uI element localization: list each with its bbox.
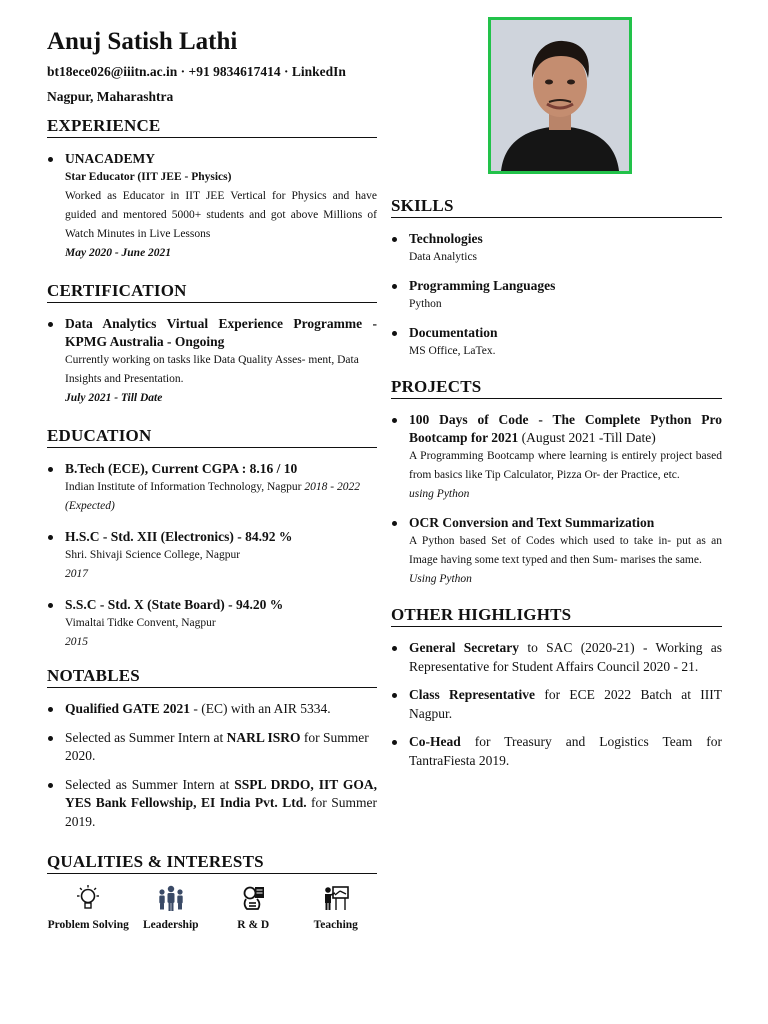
quality-item: Problem Solving bbox=[47, 884, 130, 935]
highlight-bold: General Secretary bbox=[409, 640, 520, 655]
school: Vimaltai Tidke Convent, Nagpur bbox=[65, 617, 216, 629]
notable-item bbox=[47, 776, 377, 832]
education-item bbox=[47, 460, 377, 516]
education-heading: EDUCATION bbox=[47, 426, 377, 448]
contact-line: bt18ece026@iiitn.ac.in · +91 9834617414 · LinkedIn bbox=[47, 64, 346, 79]
quality-item: Leadership bbox=[130, 884, 213, 935]
education-year: 2017 bbox=[65, 568, 88, 580]
project-description: A Programming Bootcamp where learning is entirely project based from basics like Tip Calculator, Pizza Or- der Practice, etc. bbox=[409, 450, 722, 481]
experience-heading: EXPERIENCE bbox=[47, 116, 377, 138]
project-title: OCR Conversion and Text Summarization bbox=[409, 515, 655, 530]
degree: H.S.C - Std. XII (Electronics) - 84.92 % bbox=[65, 529, 293, 544]
right-column bbox=[391, 196, 722, 770]
notable-prefix: Selected as Summer Intern at bbox=[65, 729, 227, 745]
qualities-section bbox=[47, 852, 377, 935]
notable-bold: SSPL DRDO, IIT GOA, YES Bank Fellowship, EI India Pvt. Ltd. bbox=[65, 776, 377, 810]
skills-heading: SKILLS bbox=[391, 196, 722, 218]
research-icon bbox=[238, 884, 268, 912]
certification-item bbox=[47, 315, 377, 408]
certification-description: Currently working on tasks like Data Quality Asses- ment, Data Insights and Presentation. bbox=[65, 354, 359, 385]
project-title: 100 Days of Code - The Complete Python Pro Bootcamp for 2021 bbox=[409, 412, 722, 445]
certification-heading: CERTIFICATION bbox=[47, 281, 377, 303]
education-item bbox=[47, 528, 377, 584]
notable-text: for Summer 2019. bbox=[65, 795, 377, 829]
certification-dates: July 2021 - Till Date bbox=[65, 392, 163, 404]
project-description: A Python based Set of Codes which used to take in- put as an Image having some text typed and then Sum- marises the same. bbox=[409, 535, 722, 566]
project-item bbox=[391, 514, 722, 589]
education-item bbox=[47, 596, 377, 652]
quality-item: R & D bbox=[212, 884, 295, 935]
degree: B.Tech (ECE), Current CGPA : 8.16 / 10 bbox=[65, 461, 298, 476]
notable-text: - (EC) with an AIR 5334. bbox=[190, 701, 331, 716]
notable-text: for Summer 2020. bbox=[65, 729, 369, 763]
skill-value: MS Office, LaTex. bbox=[409, 345, 496, 357]
notables-section bbox=[47, 666, 377, 831]
skill-item bbox=[391, 324, 722, 361]
skill-name: Programming Languages bbox=[409, 278, 556, 293]
education-year: 2015 bbox=[65, 636, 88, 648]
degree: S.S.C - Std. X (State Board) - 94.20 % bbox=[65, 597, 284, 612]
highlight-bold: Co-Head bbox=[409, 734, 461, 749]
projects-heading: PROJECTS bbox=[391, 377, 722, 399]
candidate-name: Anuj Satish Lathi bbox=[47, 28, 238, 55]
quality-item: Teaching bbox=[295, 884, 378, 935]
notable-bold: NARL ISRO bbox=[226, 729, 301, 745]
highlights-heading: OTHER HIGHLIGHTS bbox=[391, 605, 722, 627]
left-column bbox=[47, 116, 377, 831]
skills-section bbox=[391, 196, 722, 361]
job-role: Star Educator (IIT JEE - Physics) bbox=[65, 171, 232, 183]
skill-value: Python bbox=[409, 298, 442, 310]
projects-section bbox=[391, 377, 722, 589]
highlight-item bbox=[391, 639, 722, 676]
company-name: UNACADEMY bbox=[65, 151, 155, 166]
notable-prefix: Selected as Summer Intern at bbox=[65, 776, 235, 792]
project-tech: using Python bbox=[409, 488, 470, 500]
highlight-item bbox=[391, 686, 722, 723]
skill-item bbox=[391, 230, 722, 267]
highlight-item bbox=[391, 733, 722, 770]
skill-name: Technologies bbox=[409, 231, 483, 246]
job-description: Worked as Educator in IIT JEE Vertical for Physics and have guided and mentored 5000+ students and got above Millions of Watch Minutes in Live Lessons bbox=[65, 190, 377, 240]
school: Indian Institute of Information Technology, Nagpur bbox=[65, 481, 302, 493]
skill-value: Data Analytics bbox=[409, 251, 478, 263]
project-tech: Using Python bbox=[409, 573, 472, 585]
certification-name: Data Analytics Virtual Experience Programme - KPMG Australia - Ongoing bbox=[65, 316, 377, 349]
teacher-icon bbox=[321, 884, 351, 912]
certification-section bbox=[47, 281, 377, 408]
highlight-text: for ECE 2022 Batch at IIIT Nagpur. bbox=[409, 687, 723, 721]
lightbulb-icon bbox=[73, 884, 103, 912]
notable-item bbox=[47, 729, 377, 766]
skill-name: Documentation bbox=[409, 325, 498, 340]
skill-item bbox=[391, 277, 722, 314]
project-item bbox=[391, 411, 722, 504]
education-section bbox=[47, 426, 377, 652]
education-year: 2018 - 2022 (Expected) bbox=[65, 481, 360, 512]
qualities-heading: QUALITIES & INTERESTS bbox=[47, 852, 377, 874]
job-dates: May 2020 - June 2021 bbox=[65, 247, 172, 259]
notables-heading: NOTABLES bbox=[47, 666, 377, 688]
team-icon bbox=[156, 884, 186, 912]
project-dates: (August 2021 -Till Date) bbox=[518, 430, 656, 445]
experience-item bbox=[47, 150, 377, 263]
notable-bold: Qualified GATE 2021 bbox=[65, 701, 191, 716]
experience-section bbox=[47, 116, 377, 263]
highlight-text: for Treasury and Logistics Team for TantraFiesta 2019. bbox=[409, 734, 722, 768]
school: Shri. Shivaji Science College, Nagpur bbox=[65, 549, 241, 561]
profile-photo bbox=[488, 17, 632, 174]
highlights-section bbox=[391, 605, 722, 770]
notable-item bbox=[47, 700, 377, 719]
location: Nagpur, Maharashtra bbox=[47, 89, 174, 104]
highlight-bold: Class Representative bbox=[409, 687, 536, 702]
highlight-text: to SAC (2020-21) - Working as Representative for Student Affairs Council 2020 - 21. bbox=[409, 640, 722, 674]
person-photo-icon bbox=[491, 20, 629, 171]
